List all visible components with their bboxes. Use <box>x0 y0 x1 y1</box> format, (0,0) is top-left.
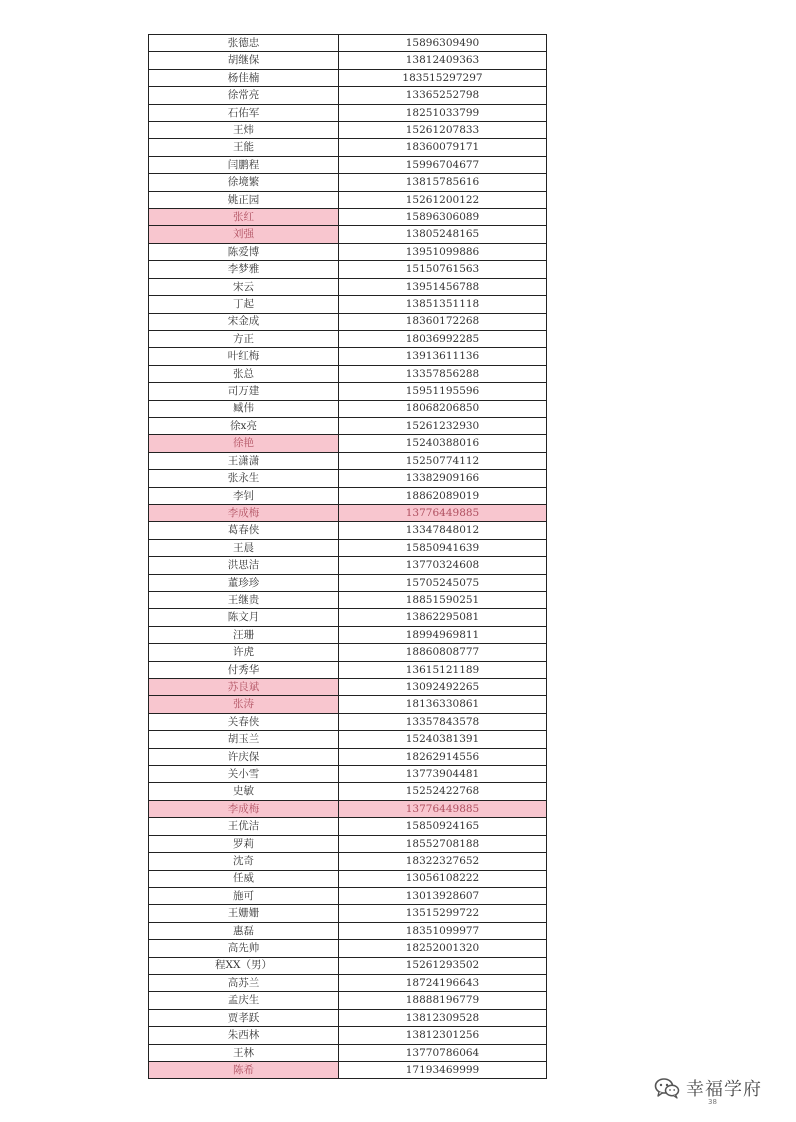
table-row <box>149 766 547 783</box>
name-cell: 王潇潇 <box>149 452 339 469</box>
phone-cell: 13357856288 <box>339 365 547 382</box>
name-cell: 高苏兰 <box>149 974 339 991</box>
phone-cell: 18262914556 <box>339 748 547 765</box>
name-cell: 徐境繁 <box>149 174 339 191</box>
table-row <box>149 609 547 626</box>
table-row <box>149 452 547 469</box>
table-row <box>149 592 547 609</box>
name-cell: 闫鹏程 <box>149 156 339 173</box>
phone-cell: 13951456788 <box>339 278 547 295</box>
name-cell: 葛春侠 <box>149 522 339 539</box>
table-row <box>149 226 547 243</box>
table-row <box>149 957 547 974</box>
phone-cell: 13951099886 <box>339 243 547 260</box>
phone-cell: 18888196779 <box>339 992 547 1009</box>
name-cell: 杨佳楠 <box>149 69 339 86</box>
phone-cell: 13382909166 <box>339 470 547 487</box>
table-row <box>149 1061 547 1078</box>
table-row <box>149 470 547 487</box>
phone-cell: 13862295081 <box>339 609 547 626</box>
phone-cell: 13357843578 <box>339 713 547 730</box>
table-row <box>149 122 547 139</box>
table-row <box>149 696 547 713</box>
table-row <box>149 940 547 957</box>
name-cell: 张红 <box>149 209 339 226</box>
phone-cell: 15252422768 <box>339 783 547 800</box>
name-cell: 朱西林 <box>149 1027 339 1044</box>
table-row <box>149 574 547 591</box>
name-cell: 宋金成 <box>149 313 339 330</box>
table-row <box>149 661 547 678</box>
table-row <box>149 209 547 226</box>
table-row <box>149 644 547 661</box>
table-row <box>149 313 547 330</box>
table-row <box>149 522 547 539</box>
table-row <box>149 104 547 121</box>
name-cell: 贾孝跃 <box>149 1009 339 1026</box>
table-row <box>149 87 547 104</box>
name-cell: 高先帅 <box>149 940 339 957</box>
name-cell: 徐x亮 <box>149 417 339 434</box>
table-row <box>149 887 547 904</box>
phone-cell: 18724196643 <box>339 974 547 991</box>
phone-cell: 18136330861 <box>339 696 547 713</box>
table-row <box>149 35 547 52</box>
phone-cell: 13913611136 <box>339 348 547 365</box>
name-cell: 陈文月 <box>149 609 339 626</box>
name-cell: 汪珊 <box>149 626 339 643</box>
name-cell: 陈希 <box>149 1061 339 1078</box>
name-cell: 李梦雅 <box>149 261 339 278</box>
name-cell: 张永生 <box>149 470 339 487</box>
phone-cell: 15240381391 <box>339 731 547 748</box>
name-cell: 沈奇 <box>149 853 339 870</box>
page-number: 38 <box>708 1098 717 1106</box>
table-row <box>149 870 547 887</box>
name-cell: 王继贵 <box>149 592 339 609</box>
table-row <box>149 853 547 870</box>
name-cell: 施可 <box>149 887 339 904</box>
table-row <box>149 52 547 69</box>
phone-cell: 13770324608 <box>339 557 547 574</box>
name-cell: 李成梅 <box>149 800 339 817</box>
name-cell: 董珍珍 <box>149 574 339 591</box>
name-cell: 叶红梅 <box>149 348 339 365</box>
table-row <box>149 417 547 434</box>
name-cell: 付秀华 <box>149 661 339 678</box>
name-cell: 许虎 <box>149 644 339 661</box>
phone-cell: 13365252798 <box>339 87 547 104</box>
name-cell: 李钊 <box>149 487 339 504</box>
name-cell: 洪思洁 <box>149 557 339 574</box>
name-cell: 李成梅 <box>149 504 339 521</box>
phone-cell: 15261200122 <box>339 191 547 208</box>
name-cell: 史敏 <box>149 783 339 800</box>
phone-cell: 18360172268 <box>339 313 547 330</box>
table-row <box>149 174 547 191</box>
contact-table <box>148 34 547 1079</box>
name-cell: 徐常亮 <box>149 87 339 104</box>
name-cell: 张涛 <box>149 696 339 713</box>
table-row <box>149 992 547 1009</box>
table-row <box>149 731 547 748</box>
name-cell: 苏良斌 <box>149 679 339 696</box>
name-cell: 徐艳 <box>149 435 339 452</box>
name-cell: 任威 <box>149 870 339 887</box>
table-row <box>149 383 547 400</box>
name-cell: 王能 <box>149 139 339 156</box>
name-cell: 张总 <box>149 365 339 382</box>
phone-cell: 13013928607 <box>339 887 547 904</box>
phone-cell: 13812301256 <box>339 1027 547 1044</box>
table-row <box>149 261 547 278</box>
name-cell: 臧伟 <box>149 400 339 417</box>
phone-cell: 13092492265 <box>339 679 547 696</box>
table-row <box>149 1044 547 1061</box>
phone-cell: 18252001320 <box>339 940 547 957</box>
phone-cell: 13812409363 <box>339 52 547 69</box>
phone-cell: 15896306089 <box>339 209 547 226</box>
table-row <box>149 191 547 208</box>
name-cell: 关小雪 <box>149 766 339 783</box>
table-row <box>149 330 547 347</box>
phone-cell: 15261232930 <box>339 417 547 434</box>
name-cell: 孟庆生 <box>149 992 339 1009</box>
phone-cell: 17193469999 <box>339 1061 547 1078</box>
table-row <box>149 713 547 730</box>
phone-cell: 15261207833 <box>339 122 547 139</box>
phone-cell: 13812309528 <box>339 1009 547 1026</box>
table-row <box>149 139 547 156</box>
table-row <box>149 818 547 835</box>
phone-cell: 15996704677 <box>339 156 547 173</box>
name-cell: 胡继保 <box>149 52 339 69</box>
phone-cell: 13770786064 <box>339 1044 547 1061</box>
phone-cell: 18552708188 <box>339 835 547 852</box>
name-cell: 许庆保 <box>149 748 339 765</box>
table-row <box>149 748 547 765</box>
contact-table-body <box>149 35 547 1079</box>
watermark-text: 幸福学府 <box>686 1079 762 1100</box>
phone-cell: 13851351118 <box>339 296 547 313</box>
name-cell: 石佑军 <box>149 104 339 121</box>
phone-cell: 18351099977 <box>339 922 547 939</box>
phone-cell: 15896309490 <box>339 35 547 52</box>
table-row <box>149 278 547 295</box>
name-cell: 胡玉兰 <box>149 731 339 748</box>
phone-cell: 13056108222 <box>339 870 547 887</box>
table-row <box>149 679 547 696</box>
table-row <box>149 783 547 800</box>
phone-cell: 183515297297 <box>339 69 547 86</box>
table-row <box>149 1027 547 1044</box>
phone-cell: 13815785616 <box>339 174 547 191</box>
name-cell: 丁起 <box>149 296 339 313</box>
phone-cell: 18860808777 <box>339 644 547 661</box>
phone-cell: 15261293502 <box>339 957 547 974</box>
name-cell: 王林 <box>149 1044 339 1061</box>
phone-cell: 18851590251 <box>339 592 547 609</box>
wechat-icon <box>654 1077 680 1099</box>
table-row <box>149 243 547 260</box>
name-cell: 方正 <box>149 330 339 347</box>
table-row <box>149 557 547 574</box>
name-cell: 陈爱博 <box>149 243 339 260</box>
name-cell: 王炜 <box>149 122 339 139</box>
name-cell: 王优洁 <box>149 818 339 835</box>
phone-cell: 18322327652 <box>339 853 547 870</box>
phone-cell: 15951195596 <box>339 383 547 400</box>
table-row <box>149 1009 547 1026</box>
name-cell: 罗莉 <box>149 835 339 852</box>
name-cell: 姚正园 <box>149 191 339 208</box>
phone-cell: 18068206850 <box>339 400 547 417</box>
watermark <box>654 1076 762 1100</box>
phone-cell: 15250774112 <box>339 452 547 469</box>
table-row <box>149 296 547 313</box>
name-cell: 王姗姗 <box>149 905 339 922</box>
phone-cell: 18994969811 <box>339 626 547 643</box>
table-row <box>149 435 547 452</box>
table-row <box>149 156 547 173</box>
phone-cell: 13347848012 <box>339 522 547 539</box>
phone-cell: 15850924165 <box>339 818 547 835</box>
name-cell: 关春侠 <box>149 713 339 730</box>
phone-cell: 15150761563 <box>339 261 547 278</box>
name-cell: 宋云 <box>149 278 339 295</box>
name-cell: 刘强 <box>149 226 339 243</box>
table-row <box>149 504 547 521</box>
table-row <box>149 835 547 852</box>
table-row <box>149 69 547 86</box>
phone-cell: 15705245075 <box>339 574 547 591</box>
phone-cell: 13805248165 <box>339 226 547 243</box>
name-cell: 程XX（男） <box>149 957 339 974</box>
phone-cell: 18251033799 <box>339 104 547 121</box>
table-row <box>149 905 547 922</box>
phone-cell: 13776449885 <box>339 800 547 817</box>
name-cell: 张德忠 <box>149 35 339 52</box>
table-row <box>149 539 547 556</box>
phone-cell: 13776449885 <box>339 504 547 521</box>
phone-cell: 13615121189 <box>339 661 547 678</box>
phone-cell: 13773904481 <box>339 766 547 783</box>
table-row <box>149 348 547 365</box>
phone-cell: 13515299722 <box>339 905 547 922</box>
name-cell: 王晨 <box>149 539 339 556</box>
name-cell: 惠磊 <box>149 922 339 939</box>
phone-cell: 15850941639 <box>339 539 547 556</box>
name-cell: 司万建 <box>149 383 339 400</box>
phone-cell: 15240388016 <box>339 435 547 452</box>
table-row <box>149 800 547 817</box>
phone-cell: 18360079171 <box>339 139 547 156</box>
table-row <box>149 487 547 504</box>
table-row <box>149 400 547 417</box>
table-row <box>149 922 547 939</box>
table-row <box>149 974 547 991</box>
table-row <box>149 626 547 643</box>
table-row <box>149 365 547 382</box>
phone-cell: 18862089019 <box>339 487 547 504</box>
phone-cell: 18036992285 <box>339 330 547 347</box>
